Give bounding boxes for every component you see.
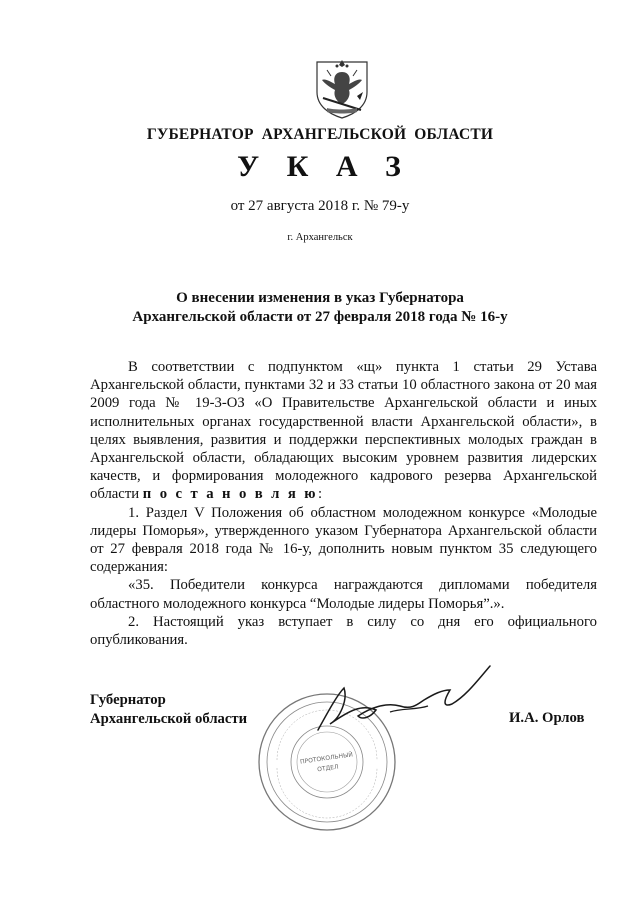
title-line: Архангельской области от 27 февраля 2018 года № 16-у: [132, 309, 508, 325]
decree-colon: :: [317, 486, 323, 503]
decree-word: п о с т а н о в л я ю: [142, 486, 318, 503]
stamp-center-line: ПРОТОКОЛЬНЫЙ: [299, 751, 354, 766]
issuing-authority: ГУБЕРНАТОР АРХАНГЕЛЬСКОЙ ОБЛАСТИ: [146, 126, 494, 143]
preamble-text: В соответствии с подпунктом «щ» пункта 1 статьи 29 Устава Архангельской области, пунктами 32 и 33 статьи 10 областного закона от 20 мая 2009 года № 19-3-ОЗ «О Правительстве Архангельской области и иных исполнительных органах государственной власти Архангельской области», в целях выявления, развития и поддержки перспективных молодых граждан в Архангельской области, обладающих высоким уровнем развития лидерских качеств, и формирования молодежного кадрового резерва Архангельской области: [90, 359, 597, 503]
document-date-number: от 27 августа 2018 г. № 79-у: [230, 198, 410, 214]
document-type: У К А З: [237, 150, 411, 183]
stamp-center-line: ОТДЕЛ: [316, 763, 339, 774]
coat-of-arms-icon: [313, 58, 371, 120]
signer-position-line: Губернатор: [90, 692, 166, 708]
handwritten-signature: [300, 660, 500, 740]
signer-name: И.А. Орлов: [509, 710, 585, 726]
document-body: [90, 358, 597, 649]
document-title: [0, 289, 640, 327]
item-1-paragraph: 1. Раздел V Положения об областном молодежном конкурсе «Молодые лидеры Поморья», утвержденного указом Губернатора Архангельской области от 27 февраля 2018 года № 16-у, дополнить новым пунктом 35 следующего содержания:: [90, 504, 597, 576]
preamble-paragraph: [90, 358, 597, 504]
item-1-quote-paragraph: «35. Победители конкурса награждаются дипломами победителя областного молодежного конкурса “Молодые лидеры Поморья”.».: [90, 577, 597, 612]
item-2-paragraph: 2. Настоящий указ вступает в силу со дня его официального опубликования.: [90, 613, 597, 649]
signer-position: [90, 691, 247, 728]
title-line: О внесении изменения в указ Губернатора: [176, 290, 464, 306]
signer-position-line: Архангельской области: [90, 710, 248, 727]
document-city: г. Архангельск: [287, 232, 353, 243]
